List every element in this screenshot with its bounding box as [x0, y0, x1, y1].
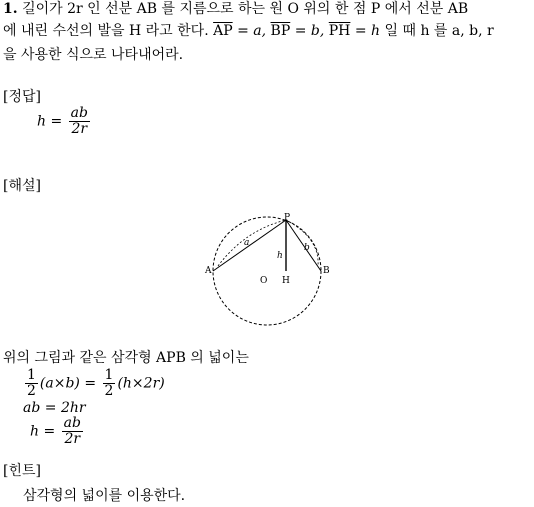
- label-side-a: a: [244, 238, 250, 248]
- eq1-end: (h×2r): [117, 375, 165, 392]
- answer-header: [정답]: [3, 89, 41, 105]
- segment-bp-value: = b,: [290, 23, 325, 39]
- eq1-half-2: [103, 368, 116, 399]
- problem-text-2-post: 일 때 h 를 a, b, r: [384, 23, 494, 39]
- eq1-half-2-den: 2: [104, 383, 114, 399]
- answer-fraction: [69, 106, 90, 137]
- label-a: A: [205, 266, 212, 276]
- label-side-b: b: [304, 243, 310, 253]
- eq3-denominator: 2r: [64, 431, 81, 447]
- answer-numerator: ab: [70, 105, 88, 121]
- problem-line-1: [3, 0, 468, 20]
- circle-diagram: [200, 208, 340, 328]
- eq3-lhs: h =: [30, 423, 56, 440]
- eq3-fraction: [62, 416, 83, 447]
- answer-formula: [37, 106, 92, 137]
- problem-text-1: 길이가 2r 인 선분 AB 를 지름으로 하는 원 O 위의 한 점 P 에서 선분 AB: [22, 1, 469, 17]
- answer-lhs: h =: [37, 113, 63, 130]
- explanation-eq2: ab = 2hr: [23, 400, 86, 416]
- segment-ph-value: = h: [350, 23, 381, 39]
- problem-line-2: [3, 20, 494, 42]
- problem-text-3: 을 사용한 식으로 나타내어라.: [3, 47, 184, 63]
- eq3-numerator: ab: [63, 415, 81, 431]
- problem-text-2-pre: 에 내린 수선의 발을 H 라고 한다.: [3, 23, 209, 39]
- explanation-eq3: [30, 416, 85, 447]
- eq1-half-1-num: 1: [27, 367, 36, 383]
- problem-number: 1.: [3, 1, 18, 17]
- eq1-half-1: [25, 368, 38, 399]
- eq1-half-1-den: 2: [27, 383, 36, 399]
- explanation-text: 위의 그림과 같은 삼각형 APB 의 넓이는: [3, 350, 249, 366]
- side-ap: [213, 220, 286, 271]
- segment-ph: $\overline{PH}$: [328, 23, 351, 39]
- segment-bp: $\overline{BP}$: [270, 23, 291, 39]
- segment-ap-value: = a,: [232, 23, 267, 39]
- hint-header: [힌트]: [3, 463, 41, 479]
- explanation-eq1: [23, 368, 165, 399]
- hint-text: 삼각형의 넓이를 이용한다.: [23, 488, 186, 504]
- problem-line-3: [3, 44, 183, 66]
- segment-ap: $\overline{AP}$: [213, 23, 233, 39]
- label-o: O: [260, 276, 268, 286]
- label-side-h: h: [277, 251, 283, 261]
- label-b: B: [323, 266, 330, 276]
- label-p: P: [284, 213, 291, 223]
- answer-denominator: 2r: [71, 121, 88, 137]
- label-h: H: [282, 276, 290, 286]
- eq1-half-2-num: 1: [104, 367, 114, 383]
- eq1-middle: (a×b) =: [39, 375, 97, 392]
- explanation-header: [해설]: [3, 178, 41, 194]
